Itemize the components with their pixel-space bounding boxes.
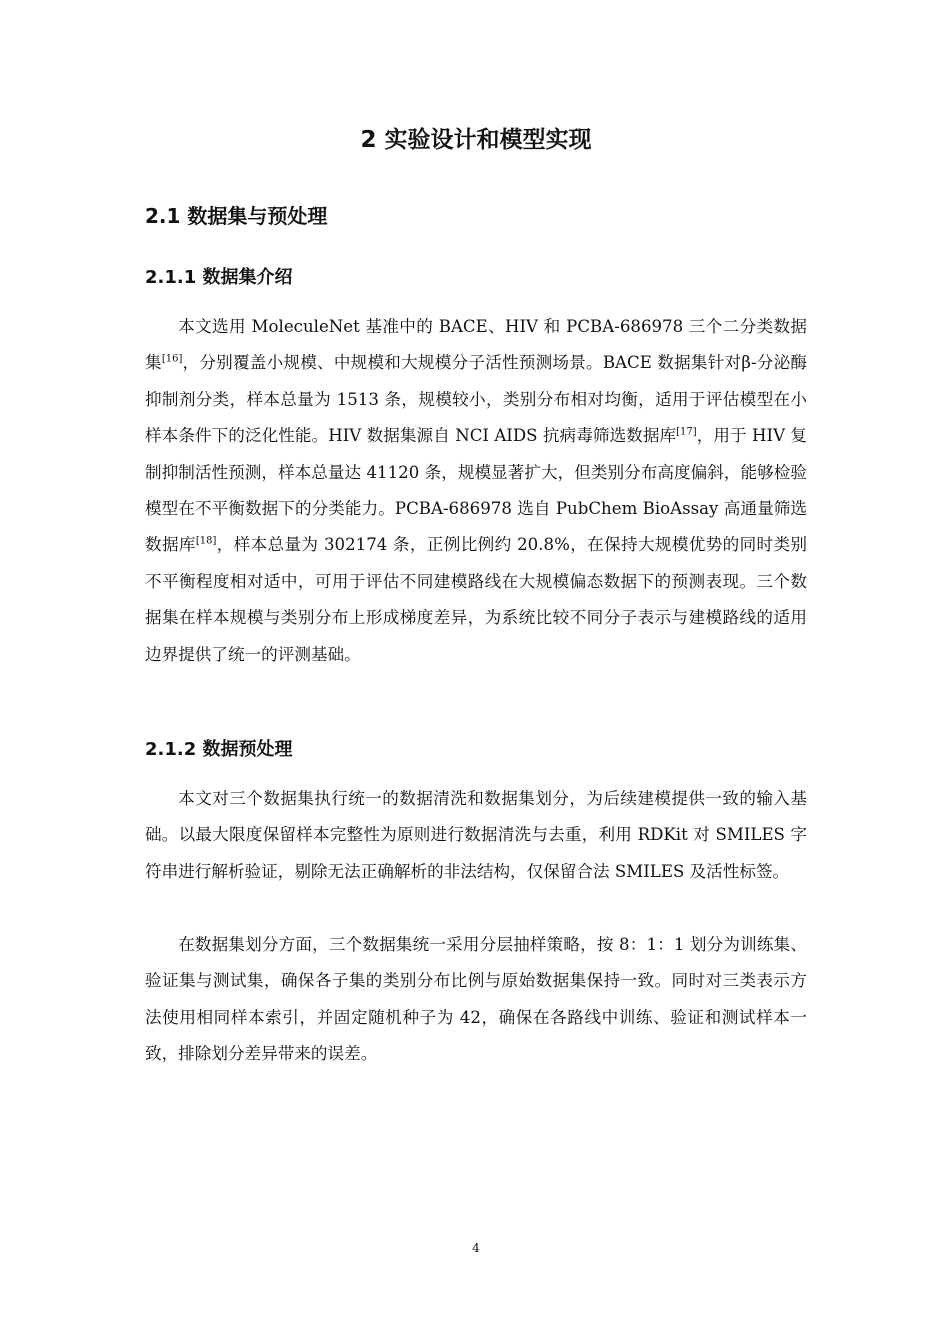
section-heading-2-1: 2.1 数据集与预处理	[145, 204, 328, 228]
paragraph-text: ，分别覆盖小规模、中规模和大规模分子活性预测场景。BACE 数据集针对β-分泌酶抑制剂分类，样本总量为 1513 条，规模较小，类别分布相对均衡，适用于评估模型在小样本条件下的泛化性能。HIV 数据集源自 NCI AIDS 抗病毒筛选数据库	[145, 353, 807, 446]
paragraph-text: ，样本总量为 302174 条，正例比例约 20.8%，在保持大规模优势的同时类别不平衡程度相对适中，可用于评估不同建模路线在大规模偏态数据下的预测表现。三个数据集在样本规模与类别分布上形成梯度差异，为系统比较不同分子表示与建模路线的适用边界提供了统一的评测基础。	[145, 535, 807, 664]
citation-16: [16]	[161, 353, 183, 365]
dataset-intro-paragraph	[145, 309, 807, 673]
citation-18: [18]	[195, 535, 217, 547]
citation-17: [17]	[676, 426, 697, 438]
page-number: 4	[472, 1241, 480, 1255]
subsection-heading-2-1-2: 2.1.2 数据预处理	[145, 739, 293, 760]
preprocessing-paragraph-1: 本文对三个数据集执行统一的数据清洗和数据集划分，为后续建模提供一致的输入基础。以最大限度保留样本完整性为原则进行数据清洗与去重，利用 RDKit 对 SMILES 字符串进行解析验证，剔除无法正确解析的非法结构，仅保留合法 SMILES 及活性标签。	[145, 789, 807, 881]
document-page	[145, 0, 807, 1344]
preprocessing-paragraph-2: 在数据集划分方面，三个数据集统一采用分层抽样策略，按 8：1：1 划分为训练集、验证集与测试集，确保各子集的类别分布比例与原始数据集保持一致。同时对三类表示方法使用相同样本索引，并固定随机种子为 42，确保在各路线中训练、验证和测试样本一致，排除划分差异带来的误差。	[145, 935, 807, 1064]
subsection-heading-2-1-1: 2.1.1 数据集介绍	[145, 267, 293, 288]
paragraph-text: ，用于 HIV 复制抑制活性预测，样本总量达 41120 条，规模显著扩大，但类别分布高度偏斜，能够检验模型在不平衡数据下的分类能力。PCBA-686978 选自 PubChem BioAssay 高通量筛选数据库	[145, 426, 807, 555]
paragraph-text: 本文选用 MoleculeNet 基准中的 BACE、HIV 和 PCBA-686978 三个二分类数据集	[145, 317, 807, 373]
chapter-title: 2 实验设计和模型实现	[360, 127, 592, 153]
